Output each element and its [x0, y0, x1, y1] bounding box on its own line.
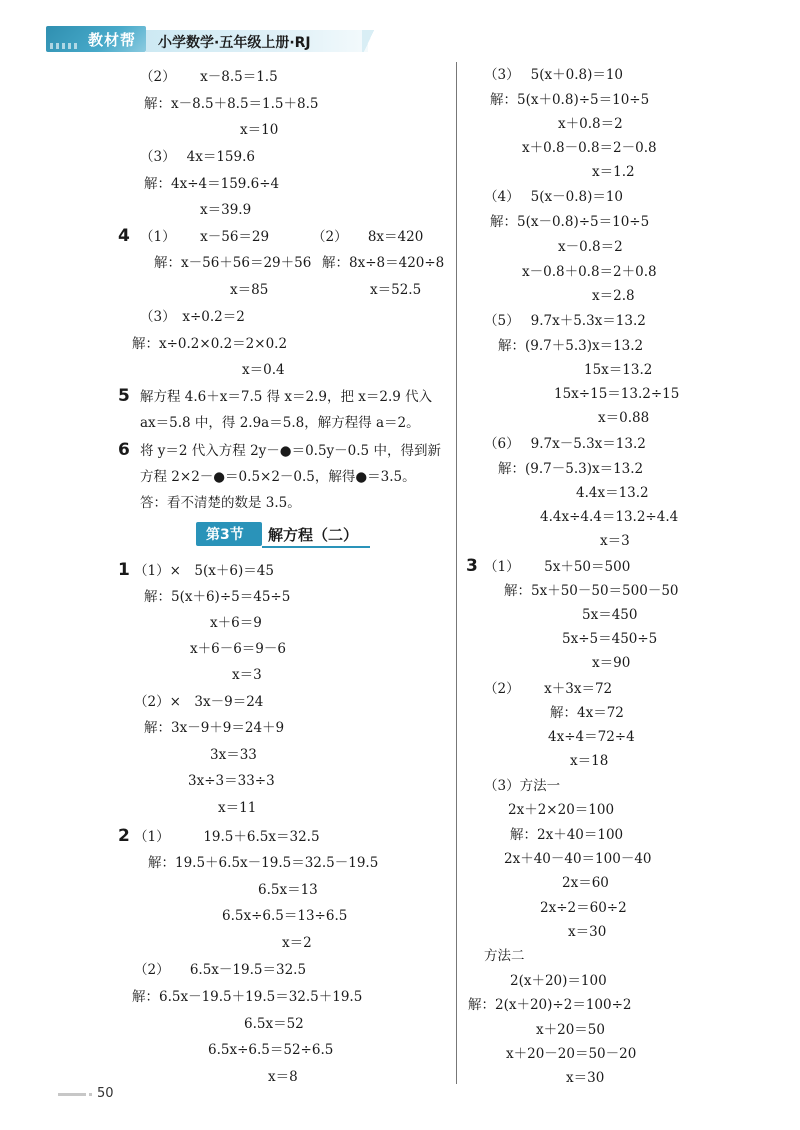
answer-line: x＝18 — [570, 753, 609, 769]
answer-line: x＝0.4 — [242, 362, 285, 378]
equation-line: （4） 5(x－0.8)＝10 — [484, 189, 624, 205]
solution-line: 2x＋40－40＝100－40 — [504, 851, 652, 867]
solution-line: 解：x－56＋56＝29＋56 — [154, 255, 312, 271]
solution-line: 6.5x＝52 — [244, 1016, 304, 1032]
solution-line: 解：19.5＋6.5x－19.5＝32.5－19.5 — [148, 855, 379, 871]
equation-line: （6） 9.7x－5.3x＝13.2 — [484, 436, 646, 452]
explanation-line: ax＝5.8 中，得 2.9a＝5.8，解方程得 a＝2。 — [140, 415, 420, 431]
answer-line: x＝39.9 — [200, 202, 252, 218]
equation-line: （1） 19.5＋6.5x＝32.5 — [134, 829, 320, 845]
equation-line: （2） x＋3x＝72 — [484, 681, 613, 697]
question-number: 6 — [118, 440, 130, 460]
solution-line: x－0.8＝2 — [558, 239, 623, 255]
solution-line: 解：x－8.5＋8.5＝1.5＋8.5 — [144, 96, 319, 112]
solution-line: 6.5x＝13 — [258, 882, 318, 898]
solution-line: 解：3x－9＋9＝24＋9 — [144, 720, 285, 736]
solution-line: x－0.8＋0.8＝2＋0.8 — [522, 264, 657, 280]
section-underline — [262, 546, 370, 548]
solution-line: x＋6－6＝9－6 — [190, 641, 286, 657]
explanation-line: 解方程 4.6＋x＝7.5 得 x＝2.9，把 x＝2.9 代入 — [140, 389, 433, 405]
solution-line: 4x÷4＝72÷4 — [548, 729, 635, 745]
solution-line: 解：x÷0.2×0.2＝2×0.2 — [132, 336, 288, 352]
equation-line: （3） x÷0.2＝2 — [140, 309, 245, 325]
book-title: 小学数学·五年级上册·RJ — [158, 35, 311, 51]
answer-line: x＝0.88 — [598, 410, 650, 426]
solution-line: 6.5x÷6.5＝52÷6.5 — [208, 1042, 334, 1058]
brand-decoration — [50, 43, 80, 49]
answer-statement: 答：看不清楚的数是 3.5。 — [140, 495, 301, 511]
answer-line: x＝3 — [600, 533, 630, 549]
equation-line: 2x＋2×20＝100 — [508, 802, 615, 818]
answer-line: x＝52.5 — [370, 282, 422, 298]
solution-line: 解：2(x＋20)÷2＝100÷2 — [468, 997, 632, 1013]
equation-line: （2） 6.5x－19.5＝32.5 — [134, 962, 307, 978]
solution-line: 解：4x＝72 — [550, 705, 624, 721]
solution-line: 解：5(x＋6)÷5＝45÷5 — [144, 589, 291, 605]
solution-line: 解：2x＋40＝100 — [510, 827, 624, 843]
section-badge-label: 第3节 — [206, 527, 244, 543]
equation-line: （1） x－56＝29 — [140, 229, 270, 245]
answer-line: x＝1.2 — [592, 164, 635, 180]
solution-line: x＋6＝9 — [210, 615, 262, 631]
solution-line: x＋20－20＝50－20 — [506, 1046, 637, 1062]
question-number: 4 — [118, 226, 130, 246]
solution-line: 2x÷2＝60÷2 — [540, 900, 627, 916]
method-label: 方法二 — [484, 948, 525, 964]
column-divider — [456, 62, 457, 1084]
solution-line: 6.5x÷6.5＝13÷6.5 — [222, 908, 348, 924]
equation-line: 2(x＋20)＝100 — [510, 973, 607, 989]
answer-line: x＝2 — [282, 935, 312, 951]
brand-logo — [46, 26, 146, 52]
answer-line: x＝30 — [566, 1070, 605, 1086]
page-number: 50 — [97, 1086, 114, 1101]
answer-line: x＝11 — [218, 800, 257, 816]
answer-line: x＝3 — [232, 667, 262, 683]
equation-line: （2） 8x＝420 — [312, 229, 424, 245]
explanation-line: 将 y＝2 代入方程 2y－●＝0.5y－0.5 中，得到新 — [140, 443, 441, 459]
equation-line: （3） 5(x＋0.8)＝10 — [484, 67, 624, 83]
solution-line: 解：(9.7－5.3)x＝13.2 — [498, 461, 644, 477]
equation-line: （2）× 3x－9＝24 — [134, 694, 264, 710]
solution-line: 解：6.5x－19.5＋19.5＝32.5＋19.5 — [132, 989, 363, 1005]
question-number: 3 — [466, 556, 478, 576]
solution-line: 3x÷3＝33÷3 — [188, 773, 275, 789]
explanation-line: 方程 2×2－●＝0.5×2－0.5，解得●＝3.5。 — [140, 469, 416, 485]
section-title: 解方程（二） — [268, 526, 359, 544]
page-header — [46, 26, 366, 56]
equation-line: （5） 9.7x＋5.3x＝13.2 — [484, 313, 646, 329]
section-heading — [196, 522, 372, 548]
equation-line: （3） 4x＝159.6 — [140, 149, 255, 165]
solution-line: x＋0.8－0.8＝2－0.8 — [522, 140, 657, 156]
answer-line: x＝8 — [268, 1069, 298, 1085]
answer-line: x＝90 — [592, 655, 631, 671]
solution-line: 15x＝13.2 — [584, 362, 653, 378]
solution-line: 3x＝33 — [210, 747, 257, 763]
section-badge — [196, 522, 262, 546]
question-number: 1 — [118, 560, 130, 580]
solution-line: x＋0.8＝2 — [558, 116, 623, 132]
answer-line: x＝2.8 — [592, 288, 635, 304]
solution-line: 5x＝450 — [582, 607, 638, 623]
method-label: （3）方法一 — [484, 778, 561, 794]
equation-line: （1） 5x＋50＝500 — [484, 559, 631, 575]
footer-dot — [89, 1093, 92, 1096]
equation-line: （2） x－8.5＝1.5 — [140, 69, 278, 85]
question-number: 5 — [118, 386, 130, 406]
solution-line: 解：5x＋50－50＝500－50 — [504, 583, 679, 599]
solution-line: 15x÷15＝13.2÷15 — [554, 386, 680, 402]
footer-decoration — [58, 1093, 86, 1096]
solution-line: 解：4x÷4＝159.6÷4 — [144, 176, 280, 192]
solution-line: 解：(9.7＋5.3)x＝13.2 — [498, 338, 644, 354]
solution-line: 2x＝60 — [562, 875, 609, 891]
answer-line: x＝10 — [240, 122, 279, 138]
solution-line: 解：8x÷8＝420÷8 — [322, 255, 445, 271]
book-title-bar — [146, 30, 368, 52]
title-bar-decoration — [362, 30, 376, 52]
solution-line: 解：5(x－0.8)÷5＝10÷5 — [490, 214, 650, 230]
answer-line: x＝30 — [568, 924, 607, 940]
solution-line: 4.4x÷4.4＝13.2÷4.4 — [540, 509, 679, 525]
solution-line: x＋20＝50 — [536, 1022, 605, 1038]
brand-name: 教材帮 — [88, 31, 137, 49]
question-number: 2 — [118, 826, 130, 846]
answer-line: x＝85 — [230, 282, 269, 298]
solution-line: 4.4x＝13.2 — [576, 485, 649, 501]
equation-line: （1）× 5(x＋6)＝45 — [134, 563, 274, 579]
solution-line: 解：5(x＋0.8)÷5＝10÷5 — [490, 92, 650, 108]
solution-line: 5x÷5＝450÷5 — [562, 631, 658, 647]
